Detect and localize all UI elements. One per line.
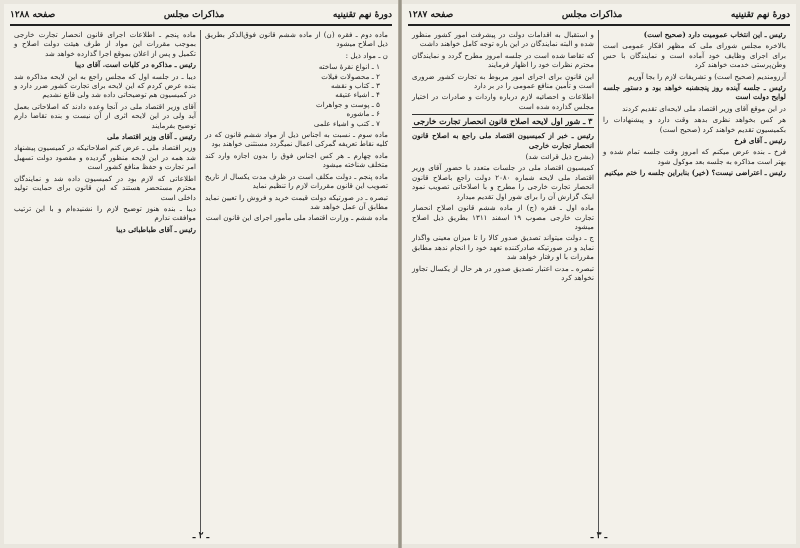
list-item: ۲ ـ محصولات فیلات xyxy=(321,71,380,81)
header-page-label: صفحه ۱۲۸۸ xyxy=(10,10,56,20)
paragraph: در این موقع آقای وزیر اقتصاد ملی لایحه‌ای تقدیم کردند xyxy=(622,103,786,113)
paragraph: تبصره ـ در صورتیکه دولت قیمت خرید و فروش را تعیین نماید مطابق آن عمل خواهد شد xyxy=(205,192,388,211)
speaker-line: رئیس ـ اعتراضی نیست؟ (خیر) بنابراین جلسه را ختم میکنیم xyxy=(604,168,786,178)
paragraph: (بشرح ذیل قرائت شد) xyxy=(525,152,594,162)
header-session: دورهٔ نهم تقنینیه xyxy=(730,10,790,20)
paragraph: ماده سوم ـ نسبت به اجناس ذیل از مواد ششم قانون که در کلیه نقاط تعریفه گمرکی اعمال نمیگردد مستثنی خواهند بود xyxy=(205,130,388,149)
list-item: ۷ ـ کتب و اشیاء علمی xyxy=(313,118,380,128)
paragraph: آرزومندیم (صحیح است) و تشریفات لازم را بجا آوریم xyxy=(628,71,786,81)
header-title: مذاکرات مجلس xyxy=(163,10,225,20)
paragraph: تبصره ـ مدت اعتبار تصدیق صدور در هر حال از یکسال تجاوز نخواهد کرد xyxy=(412,263,594,282)
paragraph: و استقبال به اقدامات دولت در پیشرفت امور کشور منظور شده و البته نمایندگان در این باره توجه کامل خواهند داشت xyxy=(412,30,594,49)
paragraph: وزیر اقتصاد ملی ـ عرض کنم اصلاحاتیکه در کمیسیون پیشنهاد شد همه در این لایحه منظور گردیده و مقصود دولت تسهیل امر تجارت و حفظ منافع کشور است xyxy=(14,143,196,172)
list-item: ۴ ـ اشیاء عتیقه xyxy=(335,90,380,100)
paragraph: که تقاضا شده است در جلسه امروز مطرح گردد و نمایندگان محترم نظرات خود را اظهار فرمایند xyxy=(412,50,594,70)
paragraph: آقای وزیر اقتصاد ملی در آنجا وعده دادند که اصلاحاتی بعمل آید ولی در این لایحه اثری از آن نیست و بنده تقاضا دارم توضیح بفرمایند xyxy=(14,101,196,130)
speaker-line: رئیس ـ خبر از کمیسیون اقتصاد ملی راجع به اصلاح قانون انحصار تجارت خارجی xyxy=(412,131,594,150)
left-page xyxy=(4,4,398,544)
paragraph: کمیسیون اقتصاد ملی در جلسات متعدد با حضور آقای وزیر اقتصاد ملی لایحه شماره ۲۰۸۰ دولت راجع باصلاح قانون انحصار تجارت خارجی را مطرح و با اصلاحاتی تصویب نمود اینک گزارش آن را برای شور اول تقدیم میدارد xyxy=(412,163,594,201)
left-page-left-column xyxy=(10,30,201,534)
list-item: ۶ ـ ماشوره xyxy=(346,109,380,119)
paragraph: بالاخره مجلس شورای ملی که مظهر افکار عمومی است برای اجرای وظایف خود آماده است و نمایندگان با حس وطن‌پرستی خدمت خواهند کرد xyxy=(603,41,786,70)
list-item: ۳ ـ کتاب و نقشه xyxy=(330,81,380,91)
right-page-columns xyxy=(408,30,790,534)
speaker-line: رئیس ـ مذاکره در کلیات است. آقای دیبا xyxy=(74,60,196,70)
paragraph: ماده چهارم ـ هر کس اجناس فوق را بدون اجازه وارد کند متخلف شناخته میشود xyxy=(205,150,388,170)
left-page-right-column xyxy=(201,30,392,534)
paragraph: ماده اول ـ فقره (ج) از ماده ششم قانون اصلاح انحصار تجارت خارجی مصوب ۱۹ اسفند ۱۳۱۱ بطریق ذیل اصلاح میشود xyxy=(412,203,594,231)
paragraph: هر کس بخواهد نظری بدهد وقت دارد و پیشنهادات را بکمیسیون تقدیم خواهند کرد (صحیح است) xyxy=(603,115,786,134)
section-heading: ۳ ـ شور اول لایحه اصلاح قانون انحصار تجارت خارجی xyxy=(413,116,593,127)
paragraph: این قانون برای اجرای امور مربوط به تجارت کشور ضروری است و تأمین منافع عمومی را در بر دارد xyxy=(412,71,594,91)
right-page-header xyxy=(408,8,790,26)
left-page-header xyxy=(10,8,392,26)
paragraph: دیبا ـ در جلسه اول که مجلس راجع به این لایحه مذاکره شد بنده عرض کردم که این لایحه برای تجارت کشور ضرر دارد و در کمیسیون هم توضیحاتی داده شد ولی قانع نشدیم xyxy=(14,71,196,100)
header-title: مذاکرات مجلس xyxy=(561,10,623,20)
paragraph: ماده ششم ـ وزارت اقتصاد ملی مأمور اجرای این قانون است xyxy=(205,213,388,223)
right-page-number: ـ ۳ ـ xyxy=(590,531,608,541)
paragraph: ج ـ دولت میتواند تصدیق صدور کالا را تا میزان معینی واگذار نماید و در صورتیکه صادرکننده تعهد خود را انجام ندهد مطابق مقررات با او رفتار خواهد شد xyxy=(412,233,594,262)
speaker-line: رئیس ـ جلسه آینده روز پنجشنبه خواهد بود و دستور جلسه لوایح دولت است xyxy=(603,83,786,102)
paragraph: ماده پنجم ـ دولت مکلف است در ظرف مدت یکسال از تاریخ تصویب این قانون مقررات لازم را تنظیم نماید xyxy=(205,171,388,191)
paragraph: اطلاعات و احصائیه لازم درباره واردات و صادرات در اختیار مجلس گذارده شده است xyxy=(412,92,594,111)
list-item: ۱ ـ انواع نقرهٔ ساخته xyxy=(318,62,380,72)
speaker-line: رئیس ـ آقای طباطبائی دیبا xyxy=(116,224,196,234)
speaker-line: رئیس ـ آقای فرخ xyxy=(734,136,786,146)
paragraph: فرخ ـ بنده عرض میکنم که امروز وقت جلسه تمام شده و بهتر است مذاکره به جلسه بعد موکول شود xyxy=(603,147,786,166)
left-page-columns xyxy=(10,30,392,534)
speaker-line: رئیس ـ آقای وزیر اقتصاد ملی xyxy=(106,132,196,142)
list-item: ۵ ـ پوست و جواهرات xyxy=(315,99,380,109)
paragraph: ماده دوم ـ فقره (ن) از ماده ششم قانون فوق‌الذکر بطریق ذیل اصلاح میشود xyxy=(205,30,388,49)
paragraph: دیبا ـ بنده هنوز توضیح لازم را نشنیده‌ام و با این ترتیب موافقت ندارم xyxy=(14,203,196,223)
left-page-number: ـ ۲ ـ xyxy=(192,531,210,541)
paragraph: اطلاعاتی که لازم بود در کمیسیون داده شد و نمایندگان محترم مستحضر هستند که این قانون برای حمایت تولید داخلی است xyxy=(14,173,196,202)
speaker-line: رئیس ـ این انتخاب عمومیت دارد (صحیح است) xyxy=(643,30,786,39)
paragraph: ماده پنجم ـ اطلاعات اجرای قانون انحصار تجارت خارجی بموجب مقررات این مواد از طرف هیئت دولت اصلاح و تکمیل و پس از اعلان بموقع اجرا گذارده خواهد شد xyxy=(14,30,196,58)
header-session: دورهٔ نهم تقنینیه xyxy=(332,10,392,20)
items-list xyxy=(205,62,388,128)
right-page-left-column xyxy=(408,30,599,534)
right-page xyxy=(402,4,796,544)
right-page-right-column xyxy=(599,30,790,534)
paragraph: ن ـ مواد ذیل : xyxy=(345,50,388,60)
header-page-label: صفحه ۱۲۸۷ xyxy=(408,10,454,20)
